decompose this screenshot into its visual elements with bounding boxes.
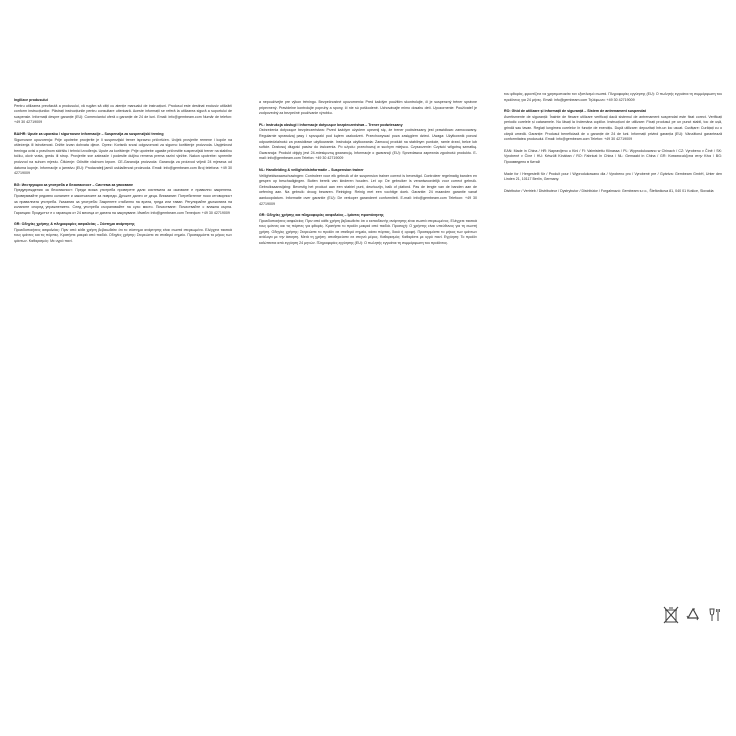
section <box>14 183 232 217</box>
section-text: Veiligheidswaarschuwingen: Controleer voor elk gebruik of de suspension trainer correct is bevestigd. Controleer regelmatig banden en gespen op beschadigingen. Buiten bereik van kinderen houden. Let op: De gebruiker is verantwoordelijk voor correct gebruik. Gebruiksaanwijzing: Bevestig het product aan een stabiel punt, deurkozijn, balk of plafond. Pas de lengte van de banden aan de oefening aan. Na gebruik: droog bewaren. Reiniging: Reinig met een vochtige doek. Garantie: 24 maanden garantie vanaf aankoopdatum. Informatie over garantie (EU): De verkoper garandeert conformiteit. E-mail: info@gembeam.com Telefoon: +49 30 42719009 <box>259 173 477 206</box>
section-heading: BA/HR: Upute za uporabu / sigurnosne informacije – Suspenzija za suspenzijski trening <box>14 131 164 136</box>
section <box>504 92 722 103</box>
section-text: Pentru utilizarea prevăzută a produsului, vă rugăm să citiți cu atenție manualul de instrucțiuni. Produsul este destinat exclusiv utilizării conform instrucțiunilor. Păstrați instrucțiunile pentru consultare ulterioară. Aceste informații se referă la utilizarea sigură a suportului de suspensie. Informații despre garanție (EU): Comerciantul oferă o garanție de 24 de luni. Email: info@gembeam.com Număr de telefon: +49 30 42719009 <box>14 103 232 125</box>
section-heading: BG: Инструкции за употреба и безопасност – Система за увисване <box>14 182 133 187</box>
section-heading: PL: Instrukcja obsługi i informacje dotyczące bezpieczeństwa – Trener podwieszany <box>259 122 403 127</box>
section-text: a nepoužívejte pre výkon tréningu. Bezpečnostné upozornenia: Pred každým použitím skontrolujte, či je suspenzný tréner správne pripevnený. Pravidelne kontrolujte popruhy a spony, či nie sú poškodené. Uchovávajte mimo dosahu detí. Upozornenie: Používateľ je zodpovedný za bezpečné používanie výrobku. <box>259 100 477 116</box>
recycling-bin-icon <box>663 606 679 624</box>
section <box>14 98 232 126</box>
mobius-loop-icon <box>685 606 701 624</box>
text-column-1 <box>14 98 232 251</box>
section <box>259 100 477 117</box>
section <box>504 189 722 195</box>
section-text: Avertismente de siguranță: Înainte de fiecare utilizare verificați dacă sistemul de antrenament suspendat este fixat corect. Verificați periodic curelele și cataramele. Nu lăsați la îndemâna copiilor. Instrucțiuni de utilizare: Fixați produsul pe un punct stabil, toc de ușă, grindă sau tavan. Reglați lungimea curelelor în funcție de exercițiu. După utilizare: depozitați într-un loc uscat. Curățare: Curățați cu o cârpă umedă. Garanție: Produsul beneficiază de o garanție de 24 de luni. Informații privind garanția (EU): Vânzătorul garantează conformitatea produsului. Email: info@gembeam.com Telefon: +49 30 42719009 <box>504 114 722 142</box>
section-heading: NL: Handleiding & veiligheidsinformatie – Suspension trainer <box>259 167 364 172</box>
section-text: του φθοράς, φροντίζετε να χρησιμοποιείτε τον εξοπλισμό σωστά. Πληροφορίες εγγύησης (EU): Ο πωλητής εγγυάται τη συμμόρφωση του προϊόντος για 24 μήνες. Email: info@gembeam.com Τηλέφωνο: +49 30 42719009 <box>504 92 722 102</box>
section-heading: RO: Ghid de utilizare și informații de siguranță – Sistem de antrenament suspendat <box>504 109 646 114</box>
section-text: Ostrzeżenia dotyczące bezpieczeństwa: Przed każdym użyciem upewnij się, że trener podwieszany jest prawidłowo zamocowany. Regularnie sprawdzaj pasy i sprzączki pod kątem uszkodzeń. Przechowywać poza zasięgiem dzieci. Uwaga: Użytkownik ponosi odpowiedzialność za prawidłowe użytkowanie. Instrukcja użytkowania: Zamocuj produkt na stabilnym punkcie, ramie drzwi, belce lub suficie. Dostosuj długość pasów do ćwiczenia. Po użyciu: przechowuj w suchym miejscu. Czyszczenie: Czyścić wilgotną szmatką. Gwarancja: Produkt objęty jest 24-miesięczną gwarancją. Informacje o gwarancji (EU): Sprzedawca zapewnia zgodność produktu. E-mail: info@gembeam.com Telefon: +49 30 42719009 <box>259 128 477 161</box>
section-text: Made for / Hergestellt für / Produit pour / Wyprodukowano dla / Vyrobeno pro / Vyrobené pre / Gyártva: Gembeam GmbH, Unter den Linden 21, 10117 Berlin, Germany. <box>504 171 722 182</box>
disposal-icons <box>623 604 723 626</box>
section-heading: GR: Οδηγίες χρήσης & πληροφορίες ασφαλείας – Σύστημα ανάρτησης <box>14 222 135 227</box>
text-column-2 <box>259 100 477 253</box>
section-heading: GR: Οδηγίες χρήσης και πληροφορίες ασφαλείας – Ιμάντες προπόνησης <box>259 213 384 218</box>
section <box>14 132 232 177</box>
section <box>504 109 722 143</box>
section <box>504 172 722 183</box>
section-text: Προειδοποιήσεις ασφαλείας: Πριν από κάθε χρήση βεβαιωθείτε ότι ο εκπαιδευτής ανάρτησης είναι σωστά στερεωμένος. Ελέγχετε τακτικά τους ιμάντες και τις πόρπες για φθορές. Κρατήστε το προϊόν μακριά από παιδιά. Προσοχή: Ο χρήστης είναι υπεύθυνος για τη σωστή χρήση. Οδηγίες χρήσης: Στερεώστε το προϊόν σε σταθερό σημείο, κάσα πόρτας, δοκό ή οροφή. Προσαρμόστε το μήκος των ιμάντων ανάλογα με την άσκηση. Μετά τη χρήση: αποθηκεύστε σε στεγνό μέρος. Καθαρισμός: Καθαρίστε με υγρό πανί. Εγγύηση: Το προϊόν καλύπτεται από εγγύηση 24 μηνών. Πληροφορίες εγγύησης (EU): Ο πωλητής εγγυάται τη συμμόρφωση του προϊόντος. <box>259 218 477 246</box>
section <box>259 123 477 162</box>
section <box>504 149 722 166</box>
section-text: Предупреждения за безопасност: Преди всяка употреба проверете дали системата за окачване е правилно закрепена. Проверявайте редовно коланите и закопчалките за повреди. Дръжте далеч от деца. Внимание: Потребителят носи отговорност за правилната употреба. Указания за употреба: Закрепете стабилно на врата, греда или таван. Регулирайте дължината на коланите според упражнението. След употреба съхранявайте на сухо място. Почистване: Почиствайте с влажна кърпа. Гаранция: Продуктът е с гаранция от 24 месеца от датата на закупуване. Имейл: info@gembeam.com Телефон: +49 30 42719009 <box>14 188 232 215</box>
glass-fork-icon <box>707 606 723 624</box>
text-column-3 <box>504 92 722 200</box>
section <box>259 168 477 207</box>
section <box>14 222 232 244</box>
section <box>259 213 477 247</box>
section-heading: Ingilizce produsului <box>14 98 48 102</box>
section-text: Sigurnosne upozorenja: Prije upotrebe provjerite je li suspenzijski trener ispravno pričvršćen. Uvijek provjerite remene i kopče na oštećenja ili istrošenost. Držite izvan dohvata djece. Oprez: Korisnik snosi odgovornost za sigurno korištenje proizvoda. Uspješnost treninga ovisi o pravilnom sidrištu i tehnici izvođenja. Upute za korištenje: Prije upotrebe ugasite pričvrstite suspenzijski trener na stabilnu točku, okvir vrata, gredu ili strop. Provjerite sve zatezače i podesite duljinu remena prema razini vježbe. Nakon upotrebe: spremite proizvod na suhom mjestu. Čišćenje: Očistite vlažnom krpom. CE-Garancija proizvoda: Garancija za proizvod vrijedi 24 mjeseca od datuma kupnje. Informacije o jamstvu (EU): Prodavatelj jamči usklađenost proizvoda. Email: info@gembeam.com Broj telefona: +49 30 42719009 <box>14 137 232 176</box>
section-text: Distributor / Vertrieb / Distributeur / Dystrybutor / Distribútor / Forgalmazó: Gembeam s.r.o., Štefánikova 81, 040 01 Košice, Slovakia <box>504 188 714 193</box>
section-text: Προειδοποιήσεις ασφαλείας: Πριν από κάθε χρήση βεβαιωθείτε ότι το σύστημα ανάρτησης είναι σωστά στερεωμένο. Ελέγχετε τακτικά τους ιμάντες και τις πόρπες. Κρατήστε μακριά από παιδιά. Οδηγίες χρήσης: Στερεώστε σε σταθερό σημείο. Προσαρμόστε το μήκος των ιμάντων. Καθαρισμός: Με υγρό πανί. <box>14 227 232 244</box>
section-text: EAN: Made in China / HR: Napravljeno u Kini / FI: Valmistettu Kiinassa / PL: Wyprodukowano w Chinach / CZ: Vyrobeno v Číně / SK: Vyrobené v Číne / HU: Készült Kínában / RO: Fabricat în China / NL: Gemaakt in China / GR: Κατασκευάζεται στην Κίνα / BG: Произведено в Китай <box>504 148 722 164</box>
